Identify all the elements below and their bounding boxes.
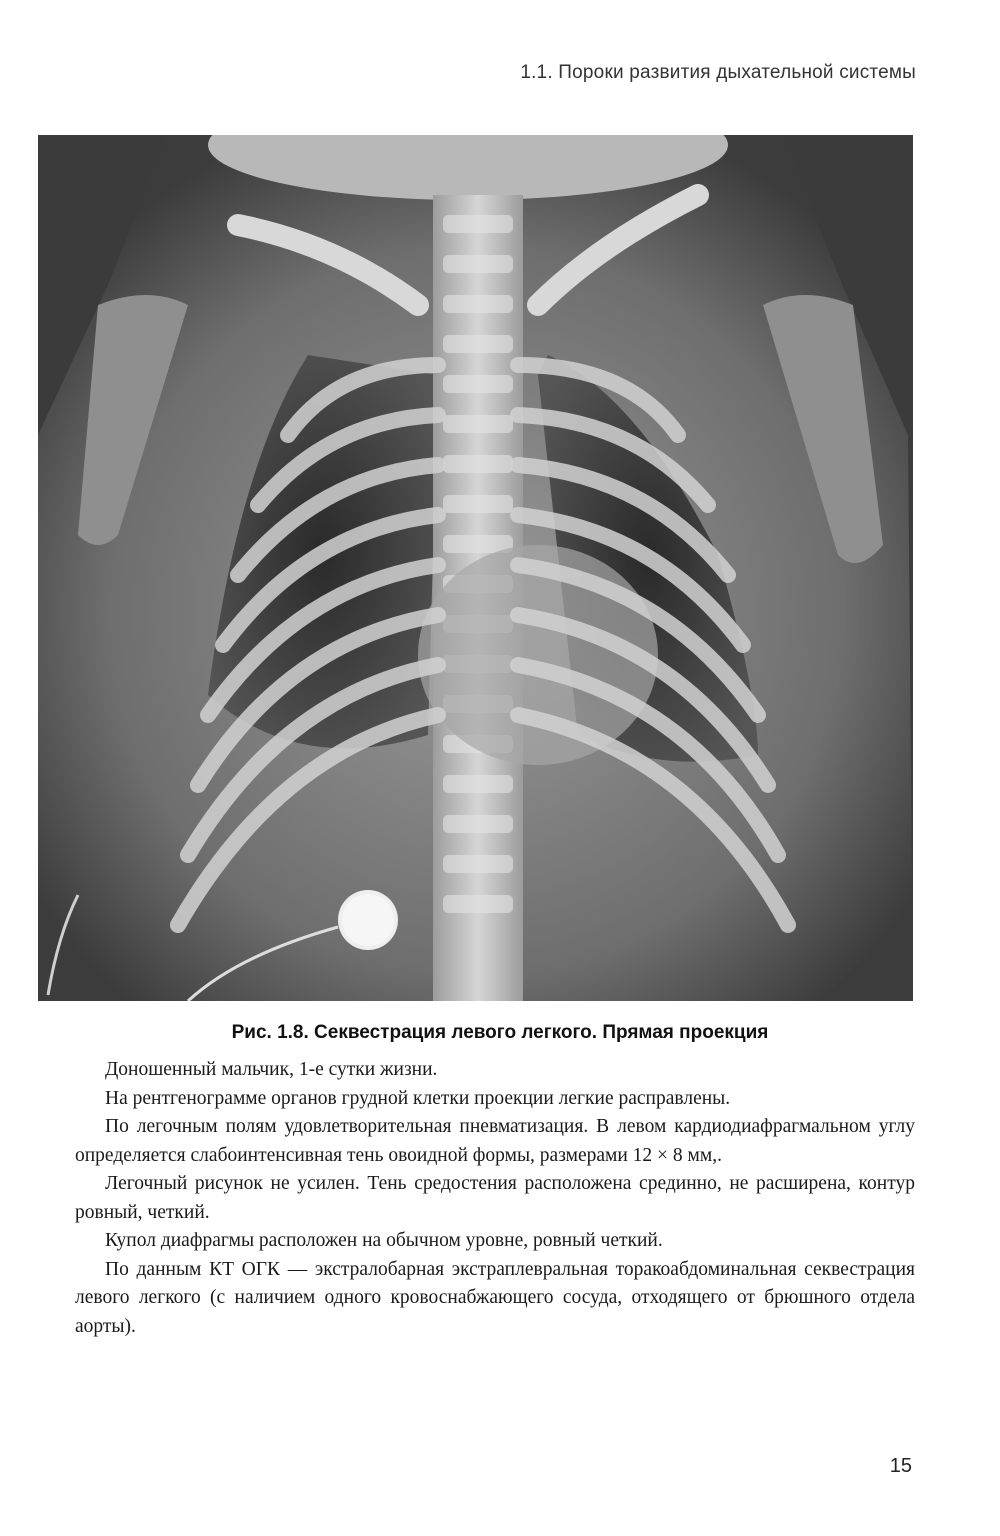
paragraph: По легочным полям удовлетворительная пневматизация. В левом кардиодиафрагмальном углу определяется слабоинтенсивная тень овоидной формы, размерами 12 × 8 мм,. [75,1116,915,1166]
chest-xray-image [38,135,913,1001]
paragraph: По данным КТ ОГК — экстралобарная экстраплевральная торакоабдоминальная секвестрация левого легкого (с наличием одного кровоснабжающего сосуда, отходящего от брюшного отдела аорты). [75,1258,915,1337]
paragraph: На рентгенограмме органов грудной клетки проекции легкие расправлены. [105,1087,731,1109]
figure-caption: Рис. 1.8. Секвестрация левого легкого. Прямая проекция [231,1022,769,1043]
running-title: 1.1. Пороки развития дыхательной системы [520,62,916,83]
body-text [75,1056,915,1341]
paragraph: Купол диафрагмы расположен на обычном уровне, ровный четкий. [105,1230,663,1251]
page-number: 15 [889,1455,912,1477]
paragraph: Легочный рисунок не усилен. Тень средостения расположена срединно, не расширена, контур ровный, четкий. [75,1173,915,1223]
paragraph: Доношенный мальчик, 1-е сутки жизни. [105,1059,438,1080]
